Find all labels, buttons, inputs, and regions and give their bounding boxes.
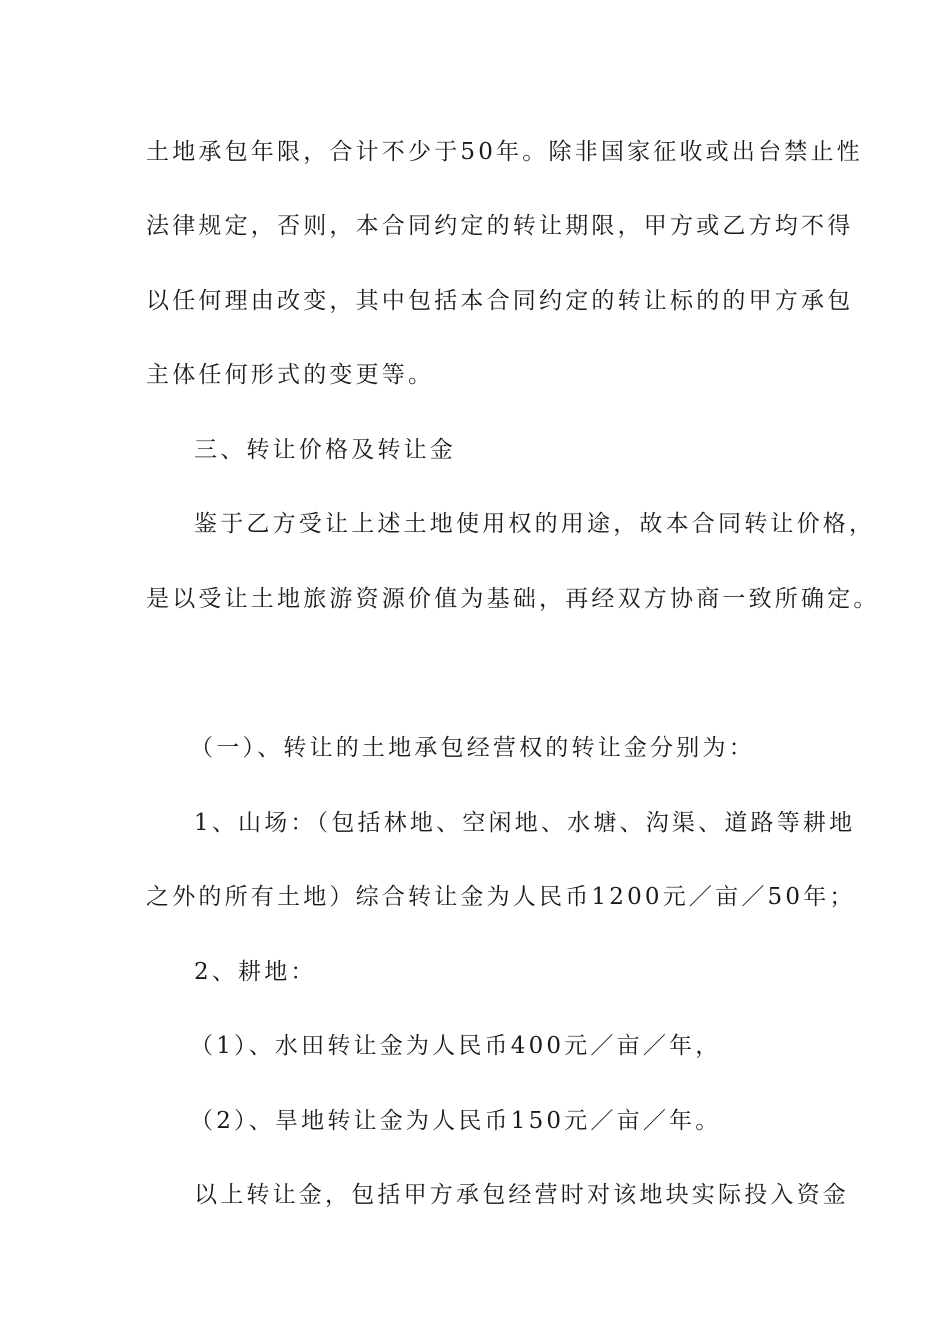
paragraph-line: 以任何理由改变，其中包括本合同约定的转让标的的甲方承包 [146, 288, 854, 314]
paragraph-line: 以上转让金，包括甲方承包经营时对该地块实际投入资金 [194, 1182, 849, 1208]
paragraph-line: 鉴于乙方受让上述土地使用权的用途，故本合同转让价格， [194, 511, 876, 537]
list-item: 2、耕地： [194, 959, 317, 985]
paragraph-line: 主体任何形式的变更等。 [146, 362, 435, 388]
list-item: （1）、水田转让金为人民币400元／亩／年， [190, 1033, 722, 1059]
list-item: （2）、旱地转让金为人民币150元／亩／年。 [190, 1108, 722, 1134]
subsection-heading: （一）、转让的土地承包经营权的转让金分别为： [190, 735, 755, 761]
section-heading: 三、转让价格及转让金 [194, 437, 456, 463]
list-item: 1、山场：（包括林地、空闲地、水塘、沟渠、道路等耕地 [194, 810, 856, 836]
paragraph-line: 土地承包年限，合计不少于50年。除非国家征收或出台禁止性 [146, 139, 863, 165]
paragraph-line: 是以受让土地旅游资源价值为基础，再经双方协商一致所确定。 [146, 586, 880, 612]
list-item-continuation: 之外的所有土地）综合转让金为人民币1200元／亩／50年； [146, 884, 856, 910]
paragraph-line: 法律规定，否则，本合同约定的转让期限，甲方或乙方均不得 [146, 213, 854, 239]
